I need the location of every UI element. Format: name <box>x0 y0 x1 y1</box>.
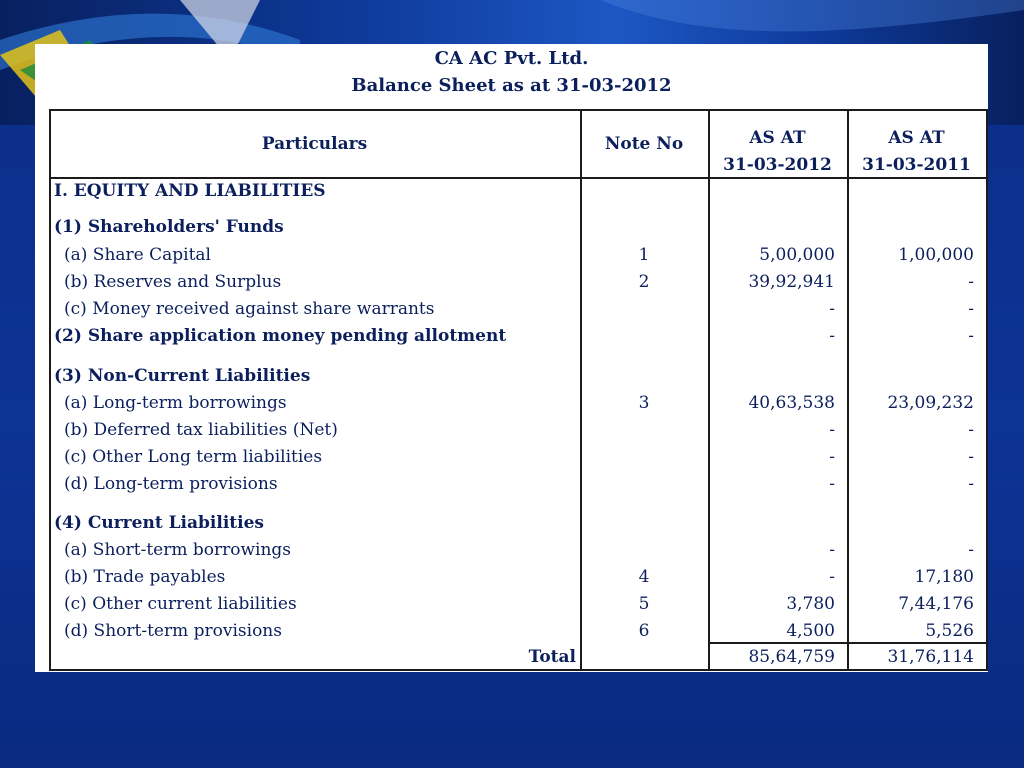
row-label: (a) Long-term borrowings <box>64 393 287 413</box>
row-value-previous: - <box>968 326 974 346</box>
row-value-current: 5,00,000 <box>759 245 835 265</box>
row-note: 3 <box>638 393 650 413</box>
column-header-previous-line2: 31-03-2011 <box>862 155 971 175</box>
row-value-previous: - <box>968 299 974 319</box>
column-header-particulars: Particulars <box>261 134 368 154</box>
table-left-border <box>49 109 51 670</box>
group-heading: (2) Share application money pending allotment <box>54 326 507 346</box>
row-label: (a) Share Capital <box>64 245 211 265</box>
row-note: 4 <box>638 567 650 587</box>
total-value-previous: 31,76,114 <box>887 647 974 667</box>
row-value-current: - <box>829 326 835 346</box>
row-value-current: - <box>829 567 835 587</box>
section-heading: I. EQUITY AND LIABILITIES <box>54 181 326 201</box>
row-label: (c) Other Long term liabilities <box>64 447 323 467</box>
row-value-current: - <box>829 447 835 467</box>
column-header-current-line2: 31-03-2012 <box>723 155 832 175</box>
row-label: (d) Long-term provisions <box>64 474 278 494</box>
row-value-current: 40,63,538 <box>748 393 835 413</box>
row-label: (b) Reserves and Surplus <box>64 272 282 292</box>
row-value-previous: - <box>968 474 974 494</box>
row-label: (a) Short-term borrowings <box>64 540 292 560</box>
total-label: Total <box>528 647 576 667</box>
table-right-border <box>986 109 988 670</box>
row-note: 5 <box>638 594 650 614</box>
row-label: (b) Deferred tax liabilities (Net) <box>64 420 338 440</box>
row-value-previous: - <box>968 447 974 467</box>
row-value-current: - <box>829 474 835 494</box>
row-value-current: 39,92,941 <box>748 272 835 292</box>
row-label: (c) Money received against share warrants <box>64 299 435 319</box>
row-label: (c) Other current liabilities <box>64 594 297 614</box>
group-heading: (1) Shareholders' Funds <box>54 217 284 237</box>
row-value-previous: 1,00,000 <box>898 245 974 265</box>
balance-sheet <box>35 44 988 672</box>
row-value-current: - <box>829 420 835 440</box>
row-value-previous: - <box>968 272 974 292</box>
company-name: CA AC Pvt. Ltd. <box>434 48 589 69</box>
row-value-previous: 17,180 <box>914 567 974 587</box>
row-value-previous: 5,526 <box>925 621 974 641</box>
column-header-note: Note No <box>604 134 684 154</box>
row-value-previous: - <box>968 540 974 560</box>
row-value-current: 3,780 <box>786 594 835 614</box>
row-label: (d) Short-term provisions <box>64 621 282 641</box>
row-value-previous: 7,44,176 <box>898 594 974 614</box>
group-heading: (4) Current Liabilities <box>54 513 264 533</box>
group-heading: (3) Non-Current Liabilities <box>54 366 311 386</box>
column-header-previous-line1: AS AT <box>888 128 945 148</box>
row-note: 1 <box>638 245 650 265</box>
row-value-current: - <box>829 540 835 560</box>
row-value-current: 4,500 <box>786 621 835 641</box>
total-value-current: 85,64,759 <box>748 647 835 667</box>
sheet-title: Balance Sheet as at 31-03-2012 <box>351 75 672 96</box>
row-note: 2 <box>638 272 650 292</box>
row-value-current: - <box>829 299 835 319</box>
row-value-previous: 23,09,232 <box>887 393 974 413</box>
column-header-current-line1: AS AT <box>749 128 806 148</box>
row-label: (b) Trade payables <box>64 567 226 587</box>
row-note: 6 <box>638 621 650 641</box>
row-value-previous: - <box>968 420 974 440</box>
